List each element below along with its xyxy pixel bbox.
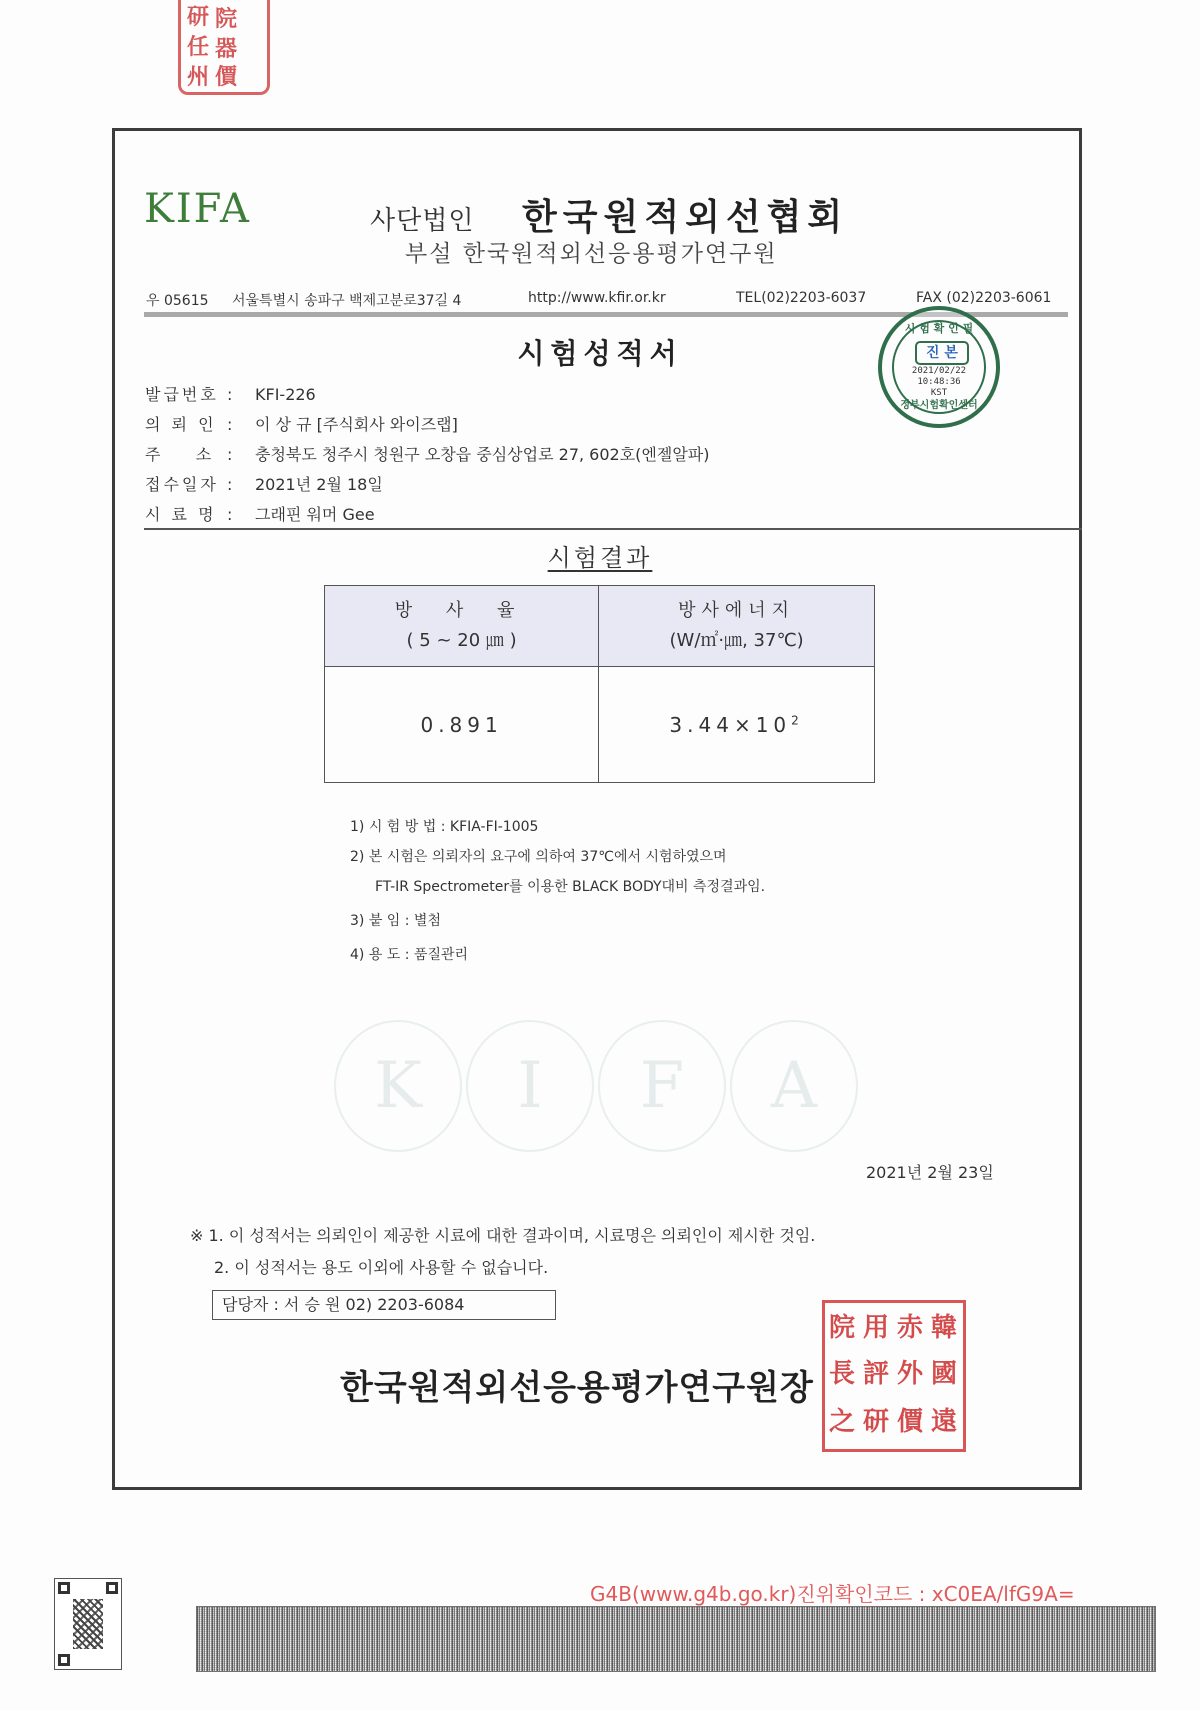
stamp-ring-top: 시 험 확 인 필 bbox=[904, 322, 974, 335]
info-label: 접수일자 bbox=[145, 475, 219, 494]
org-prefix: 사단법인 bbox=[370, 206, 475, 236]
verification-stamp bbox=[878, 306, 1000, 428]
results-title-text: 시험결과 bbox=[547, 544, 653, 572]
energy-value bbox=[599, 667, 875, 783]
watermark-i: I bbox=[466, 1020, 594, 1152]
disclaimer-line: ※ 1. 이 성적서는 의뢰인이 제공한 시료에 대한 결과이며, 시료명은 의뢰인이 제시한 것임. bbox=[190, 1226, 816, 1245]
emissivity-header-label: 방 사 율 bbox=[394, 600, 529, 621]
info-row-client: 의 뢰 인 : 이 상 규 [주식회사 와이즈랩] bbox=[145, 412, 458, 435]
test-notes bbox=[350, 812, 765, 970]
stamp-tz: KST bbox=[930, 388, 948, 398]
info-value: 이 상 규 [주식회사 와이즈랩] bbox=[255, 415, 458, 434]
info-value: 충청북도 청주시 청원구 오창읍 중심상업로 27, 602호(엔젤알파) bbox=[255, 445, 710, 464]
note-item: 4) 용 도 : 품질관리 bbox=[350, 947, 469, 963]
note-item: FT-IR Spectrometer를 이용한 BLACK BODY대비 측정결과임. bbox=[375, 879, 766, 895]
watermark-a: A bbox=[730, 1020, 858, 1152]
results-title bbox=[0, 538, 1200, 573]
emissivity-header-range: ( 5 ~ 20 ㎛ ) bbox=[406, 630, 517, 651]
info-row-received: 접수일자 : 2021년 2월 18일 bbox=[145, 472, 383, 495]
stamp-badge: 진 본 bbox=[915, 341, 969, 365]
disclaimer-line: 2. 이 성적서는 용도 이외에 사용할 수 없습니다. bbox=[214, 1258, 549, 1277]
note-item: 2) 본 시험은 의뢰자의 요구에 의하여 37℃에서 시험하였으며 bbox=[350, 849, 727, 865]
director-signature: 한국원적외선응용평가연구원장 bbox=[340, 1368, 814, 1408]
org-tel: TEL(02)2203-6037 bbox=[736, 290, 867, 306]
partial-red-seal: 研 院 任 器 州 價 bbox=[178, 0, 270, 95]
postal-code: 우 05615 bbox=[146, 293, 209, 309]
info-row-issue-no: 발급번호 : KFI-226 bbox=[145, 382, 316, 405]
info-value: 그래핀 워머 Gee bbox=[255, 505, 375, 524]
emissivity-value: 0.891 bbox=[325, 667, 599, 783]
energy-mantissa: 3.44×10 bbox=[669, 712, 792, 737]
energy-header-unit: (W/㎡·㎛, 37℃) bbox=[669, 630, 804, 651]
info-label: 의 뢰 인 bbox=[145, 415, 217, 434]
note-item: 3) 붙 임 : 별첨 bbox=[350, 913, 441, 929]
security-barcode bbox=[196, 1606, 1156, 1672]
energy-header bbox=[599, 586, 875, 667]
org-subtitle: 부설 한국원적외선응용평가연구원 bbox=[405, 241, 778, 267]
watermark-k: K bbox=[334, 1020, 462, 1152]
info-label: 시 료 명 bbox=[145, 505, 217, 524]
org-website: http://www.kfir.or.kr bbox=[528, 290, 666, 306]
info-label: 발급번호 bbox=[145, 385, 219, 404]
disclaimer bbox=[190, 1220, 815, 1284]
org-name: 한국원적외선협회 bbox=[522, 197, 849, 238]
note-item: 1) 시 험 방 법 : KFIA-FI-1005 bbox=[350, 819, 539, 835]
info-value: 2021년 2월 18일 bbox=[255, 475, 383, 494]
info-value: KFI-226 bbox=[255, 385, 316, 404]
info-row-sample: 시 료 명 : 그래핀 워머 Gee bbox=[145, 502, 375, 525]
stamp-time: 10:48:36 bbox=[917, 377, 961, 387]
info-rule bbox=[144, 528, 1082, 530]
verification-code: G4B(www.g4b.go.kr)진위확인코드 : xC0EA/lfG9A= bbox=[590, 1582, 1075, 1606]
kifa-logo: KIFA bbox=[144, 186, 251, 232]
document-title: 시험성적서 bbox=[517, 337, 683, 370]
contact-box: 담당자 : 서 승 원 02) 2203-6084 bbox=[212, 1290, 556, 1320]
org-fax: FAX (02)2203-6061 bbox=[916, 290, 1052, 306]
stamp-date: 2021/02/22 bbox=[911, 366, 967, 376]
watermark-f: F bbox=[598, 1020, 726, 1152]
official-red-seal: 院 用 赤 韓 長 評 外 國 之 研 價 遠 bbox=[822, 1300, 966, 1452]
issue-date: 2021년 2월 23일 bbox=[866, 1163, 994, 1182]
info-label: 주 소 bbox=[145, 445, 215, 464]
info-row-address: 주 소 : 충청북도 청주시 청원구 오창읍 중심상업로 27, 602호(엔젤알파) bbox=[145, 442, 709, 465]
qr-code bbox=[54, 1578, 122, 1670]
energy-exponent: 2 bbox=[791, 712, 804, 727]
results-table bbox=[324, 585, 875, 783]
stamp-ring-bottom: 정부시험확인센터 bbox=[900, 400, 978, 411]
energy-header-label: 방사에너지 bbox=[678, 600, 796, 621]
emissivity-header bbox=[325, 586, 599, 667]
org-address: 서울특별시 송파구 백제고분로37길 4 bbox=[232, 293, 462, 309]
